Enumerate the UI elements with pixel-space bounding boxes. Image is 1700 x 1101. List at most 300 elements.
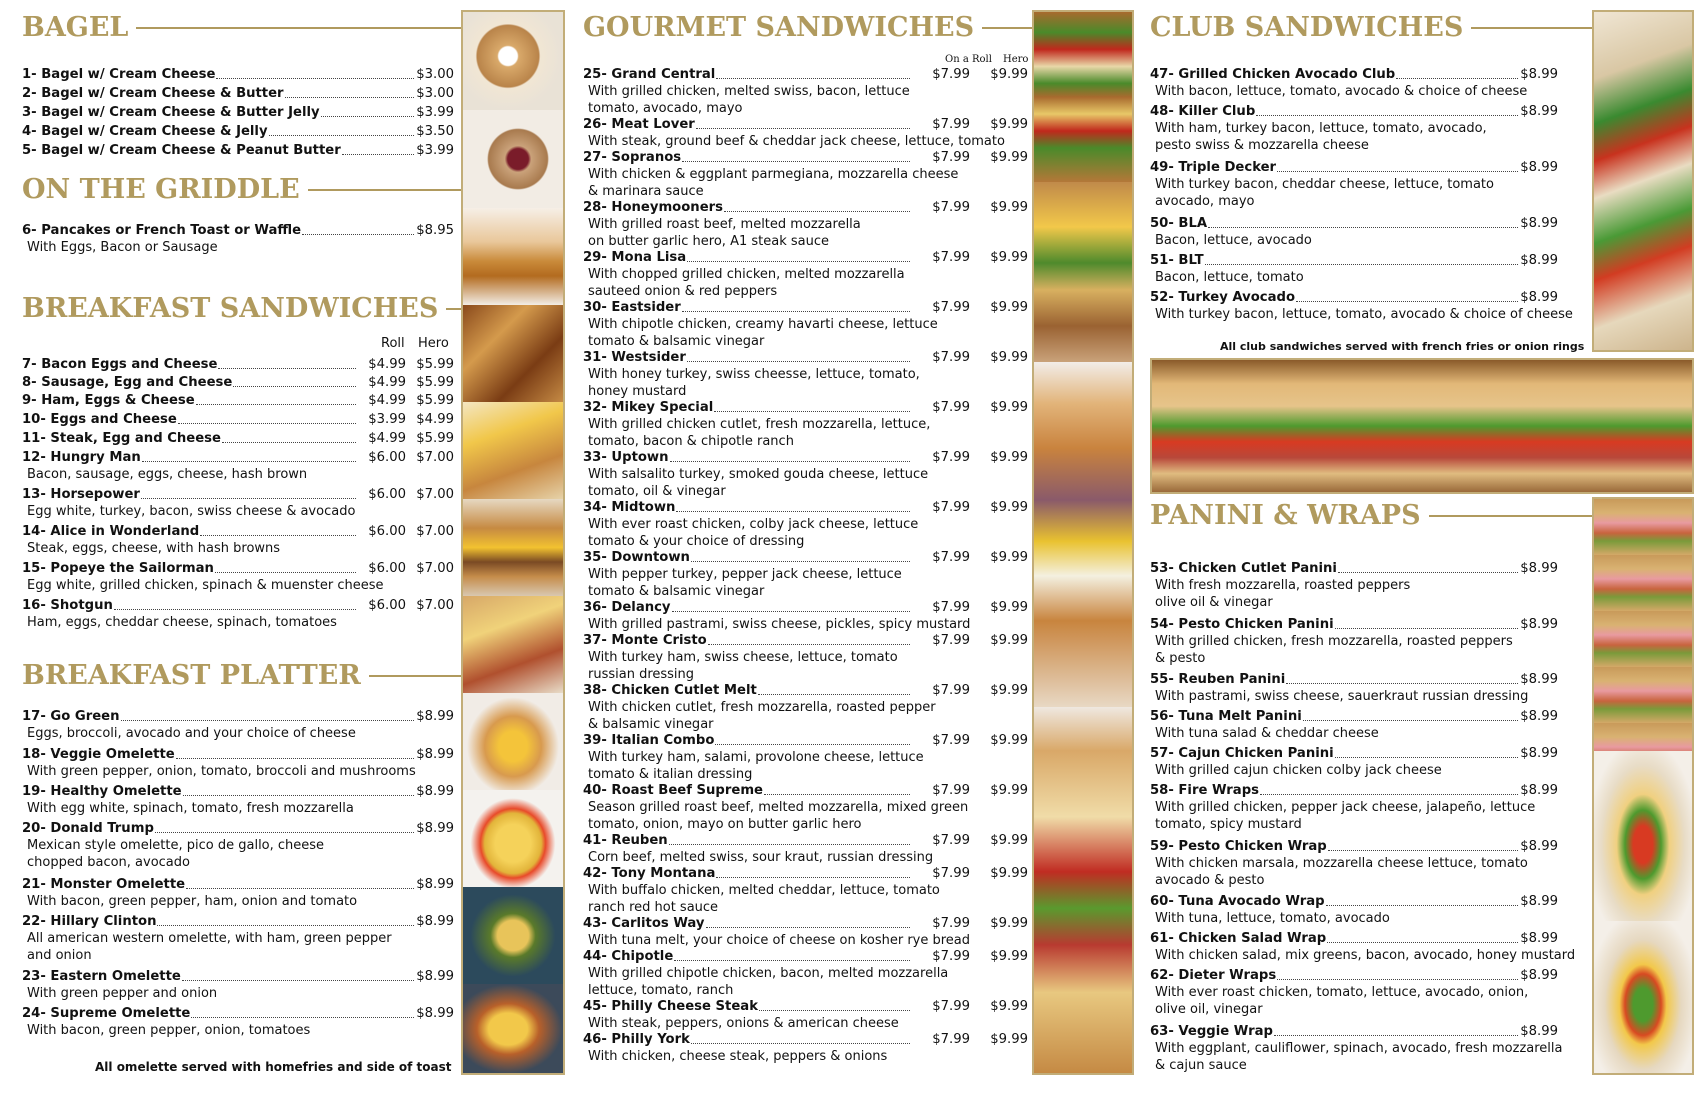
menu-item-row xyxy=(22,1005,454,1022)
menu-item xyxy=(22,1005,454,1039)
item-price-hero: $7.00 xyxy=(416,524,454,539)
menu-item xyxy=(22,66,454,83)
item-price-roll: $7.99 xyxy=(932,350,970,365)
menu-item xyxy=(583,732,1028,783)
item-name: 1- Bagel w/ Cream Cheese xyxy=(22,67,216,82)
menu-item xyxy=(1150,930,1576,964)
item-price-hero: $7.00 xyxy=(416,561,454,576)
menu-item-row xyxy=(22,66,454,83)
bs-col-roll: Roll xyxy=(381,336,405,351)
item-name: 55- Reuben Panini xyxy=(1150,672,1286,687)
leader-dots xyxy=(1338,572,1518,573)
menu-item-row xyxy=(22,746,454,763)
omelette-note: All omelette served with homefries and side of toast xyxy=(95,1060,452,1074)
leader-dots xyxy=(1296,301,1518,302)
item-name: 54- Pesto Chicken Panini xyxy=(1150,617,1334,632)
item-name: 43- Carlitos Way xyxy=(583,916,705,931)
leader-dots xyxy=(682,311,910,312)
item-description: With salsalito turkey, smoked gouda cheese, lettuce xyxy=(588,467,929,482)
item-description: With turkey ham, salami, provolone cheese, lettuce xyxy=(588,750,924,765)
menu-item xyxy=(583,199,1028,250)
menu-item xyxy=(1150,671,1558,705)
french-toast-photo xyxy=(463,305,563,402)
item-price: $3.99 xyxy=(416,105,454,120)
menu-item xyxy=(1150,838,1558,889)
item-description: Mexican style omelette, pico de gallo, cheese xyxy=(27,838,325,853)
western-omelette-photo xyxy=(463,984,563,1074)
item-name: 62- Dieter Wraps xyxy=(1150,968,1277,983)
leader-dots xyxy=(191,1017,414,1018)
item-price: $3.99 xyxy=(416,143,454,158)
leader-dots xyxy=(672,611,910,612)
menu-item xyxy=(1150,782,1558,833)
item-price-roll: $7.99 xyxy=(932,450,970,465)
item-name: 50- BLA xyxy=(1150,216,1208,231)
item-price-roll: $6.00 xyxy=(368,524,406,539)
menu-item xyxy=(583,116,1028,150)
item-price-hero: $4.99 xyxy=(416,412,454,427)
item-description: With grilled roast beef, melted mozzarella xyxy=(588,217,861,232)
leader-dots xyxy=(714,411,910,412)
item-description-2: tomato & italian dressing xyxy=(588,767,753,782)
menu-item-row xyxy=(22,449,454,466)
item-price-hero: $9.99 xyxy=(990,916,1028,931)
item-description-2: tomato, onion, mayo on butter garlic hero xyxy=(588,817,862,832)
item-description: With green pepper, onion, tomato, broccoli and mushrooms xyxy=(27,764,416,779)
leader-dots xyxy=(1205,264,1519,265)
leader-dots xyxy=(302,234,414,235)
leader-dots xyxy=(342,154,414,155)
item-price-roll: $7.99 xyxy=(932,400,970,415)
menu-item-row xyxy=(22,85,454,102)
leader-dots xyxy=(182,980,414,981)
item-price-roll: $3.99 xyxy=(368,412,406,427)
item-price-hero: $7.00 xyxy=(416,598,454,613)
menu-item-row xyxy=(22,783,454,800)
bacon-egg-hero-photo xyxy=(463,596,563,693)
item-price-roll: $7.99 xyxy=(932,683,970,698)
item-description: With steak, ground beef & cheddar jack cheese, lettuce, tomato xyxy=(588,134,1005,149)
item-price-roll: $7.99 xyxy=(932,783,970,798)
item-description: With chicken, cheese steak, peppers & onions xyxy=(588,1049,888,1064)
item-description-2: tomato & balsamic vinegar xyxy=(588,334,765,349)
breakfast-photo-strip xyxy=(461,10,565,1075)
item-description: Bacon, lettuce, tomato xyxy=(1155,270,1304,285)
menu-item xyxy=(1150,708,1558,742)
leader-dots xyxy=(691,1043,910,1044)
item-name: 15- Popeye the Sailorman xyxy=(22,561,214,576)
menu-item-row xyxy=(22,597,454,614)
item-price-roll: $7.99 xyxy=(932,1032,970,1047)
leader-dots xyxy=(1277,171,1518,172)
menu-item-row xyxy=(1150,930,1558,947)
item-price-hero: $5.99 xyxy=(416,393,454,408)
menu-item xyxy=(22,392,454,409)
menu-item-row xyxy=(583,732,1028,749)
item-price-hero: $9.99 xyxy=(990,1032,1028,1047)
item-name: 18- Veggie Omelette xyxy=(22,747,175,762)
leader-dots xyxy=(218,368,356,369)
menu-item-row xyxy=(583,832,1028,849)
item-name: 12- Hungry Man xyxy=(22,450,141,465)
item-price-hero: $9.99 xyxy=(990,999,1028,1014)
egg-bun-photo xyxy=(463,693,563,790)
menu-item-row xyxy=(583,66,1028,83)
item-price-hero: $9.99 xyxy=(990,600,1028,615)
item-description: Egg white, turkey, bacon, swiss cheese & avocado xyxy=(27,504,356,519)
item-name: 6- Pancakes or French Toast or Waffle xyxy=(22,223,302,238)
menu-item xyxy=(583,66,1028,117)
item-description: With grilled chicken cutlet, fresh mozzarella, lettuce, xyxy=(588,417,931,432)
breakfast-sandwich-photo xyxy=(463,402,563,499)
breakfast-platter-title: BREAKFAST PLATTER xyxy=(22,660,509,691)
leader-dots xyxy=(285,97,415,98)
item-price: $8.99 xyxy=(1520,1024,1558,1039)
spinach-omelette-photo xyxy=(463,887,563,984)
menu-item-row xyxy=(583,249,1028,266)
item-price-roll: $7.99 xyxy=(932,150,970,165)
item-price-roll: $4.99 xyxy=(368,357,406,372)
item-description: Eggs, broccoli, avocado and your choice of cheese xyxy=(27,726,356,741)
item-description-2: & pesto xyxy=(1155,651,1206,666)
item-description-2: & balsamic vinegar xyxy=(588,717,714,732)
item-price: $8.99 xyxy=(416,969,454,984)
item-name: 32- Mikey Special xyxy=(583,400,714,415)
item-price-hero: $7.00 xyxy=(416,487,454,502)
egg-burger-photo xyxy=(463,499,563,596)
leader-dots xyxy=(178,423,356,424)
item-description: With chicken marsala, mozzarella cheese lettuce, tomato xyxy=(1155,856,1528,871)
leader-dots xyxy=(708,644,910,645)
item-price: $3.00 xyxy=(416,86,454,101)
item-price-hero: $5.99 xyxy=(416,431,454,446)
item-description: With ham, turkey bacon, lettuce, tomato, avocado, xyxy=(1155,121,1487,136)
menu-item xyxy=(22,708,454,742)
item-price-hero: $9.99 xyxy=(990,200,1028,215)
veggie-wrap-photo xyxy=(1594,921,1692,1073)
item-price: $8.99 xyxy=(416,821,454,836)
menu-item-row xyxy=(22,968,454,985)
item-price: $8.99 xyxy=(1520,561,1558,576)
menu-item-row xyxy=(1150,782,1558,799)
item-price-hero: $9.99 xyxy=(990,833,1028,848)
item-price-roll: $4.99 xyxy=(368,431,406,446)
item-price-roll: $6.00 xyxy=(368,598,406,613)
menu-item xyxy=(583,499,1028,550)
menu-item xyxy=(22,104,454,121)
leader-dots xyxy=(669,844,910,845)
item-description-2: tomato, bacon & chipotle ranch xyxy=(588,434,794,449)
item-description: Bacon, lettuce, avocado xyxy=(1155,233,1312,248)
item-description: With tuna, lettuce, tomato, avocado xyxy=(1155,911,1390,926)
item-description: With ever roast chicken, tomato, lettuce, avocado, onion, xyxy=(1155,985,1529,1000)
item-price-roll: $7.99 xyxy=(932,733,970,748)
item-description-2: avocado, mayo xyxy=(1155,194,1255,209)
item-name: 56- Tuna Melt Panini xyxy=(1150,709,1302,724)
item-name: 37- Monte Cristo xyxy=(583,633,707,648)
leader-dots xyxy=(674,960,910,961)
item-name: 13- Horsepower xyxy=(22,487,140,502)
item-description-2: olive oil & vinegar xyxy=(1155,595,1273,610)
item-description-2: and onion xyxy=(27,948,92,963)
burger-photo xyxy=(1034,182,1132,362)
menu-item-row xyxy=(583,499,1028,516)
item-price-hero: $5.99 xyxy=(416,375,454,390)
menu-item xyxy=(1150,560,1558,611)
item-name: 33- Uptown xyxy=(583,450,669,465)
menu-item xyxy=(22,783,454,817)
item-description: With chipotle chicken, creamy havarti cheese, lettuce xyxy=(588,317,938,332)
menu-item-row xyxy=(583,998,1028,1015)
item-name: 40- Roast Beef Supreme xyxy=(583,783,764,798)
item-name: 23- Eastern Omelette xyxy=(22,969,181,984)
gourmet-photo-strip xyxy=(1032,10,1134,1075)
item-name: 45- Philly Cheese Steak xyxy=(583,999,758,1014)
item-name: 27- Sopranos xyxy=(583,150,682,165)
menu-item-row xyxy=(1150,215,1558,232)
menu-item-row xyxy=(22,374,454,391)
item-price-hero: $9.99 xyxy=(990,500,1028,515)
menu-item xyxy=(583,948,1028,999)
menu-item-row xyxy=(583,682,1028,699)
menu-item-row xyxy=(583,865,1028,882)
leader-dots xyxy=(1286,683,1518,684)
item-description: All american western omelette, with ham, green pepper xyxy=(27,931,392,946)
leader-dots xyxy=(670,461,911,462)
item-price: $8.95 xyxy=(416,223,454,238)
menu-item xyxy=(583,349,1028,400)
item-description: With bacon, lettuce, tomato, avocado & choice of cheese xyxy=(1155,84,1528,99)
item-description-2: tomato, spicy mustard xyxy=(1155,817,1302,832)
menu-item-row xyxy=(583,1031,1028,1048)
item-description: Bacon, sausage, eggs, cheese, hash brown xyxy=(27,467,308,482)
griddle-title: ON THE GRIDDLE xyxy=(22,174,503,205)
menu-item-row xyxy=(22,356,454,373)
item-description-2: tomato, oil & vinegar xyxy=(588,484,726,499)
menu-item xyxy=(1150,289,1573,323)
omelette-photo xyxy=(463,790,563,887)
menu-item xyxy=(1150,745,1558,779)
item-name: 51- BLT xyxy=(1150,253,1204,268)
item-description-2: ranch red hot sauce xyxy=(588,900,719,915)
menu-item-row xyxy=(1150,103,1558,120)
club-photo xyxy=(1592,10,1694,352)
leader-dots xyxy=(682,161,910,162)
item-price-hero: $9.99 xyxy=(990,683,1028,698)
menu-item-row xyxy=(1150,289,1558,306)
menu-item xyxy=(583,1031,1028,1065)
item-description: With honey turkey, swiss cheesse, lettuce, tomato, xyxy=(588,367,920,382)
leader-dots xyxy=(114,609,356,610)
item-description: With turkey bacon, lettuce, tomato, avocado & choice of cheese xyxy=(1155,307,1573,322)
menu-item-row xyxy=(583,449,1028,466)
leader-dots xyxy=(141,498,356,499)
item-price-hero: $9.99 xyxy=(990,633,1028,648)
leader-dots xyxy=(759,1010,910,1011)
item-description-2: & marinara sauce xyxy=(588,184,704,199)
item-description-2: olive oil, vinegar xyxy=(1155,1002,1263,1017)
menu-item xyxy=(22,746,454,780)
leader-dots xyxy=(1260,794,1518,795)
item-description: With tuna salad & cheddar cheese xyxy=(1155,726,1379,741)
panini-photo-strip xyxy=(1592,497,1694,1075)
club-title: CLUB SANDWICHES xyxy=(1150,12,1641,43)
item-price: $8.99 xyxy=(1520,931,1558,946)
item-description: With grilled chipotle chicken, bacon, melted mozzarella xyxy=(588,966,949,981)
item-description: With ever roast chicken, colby jack cheese, lettuce xyxy=(588,517,919,532)
menu-item xyxy=(583,865,1028,916)
item-description-2: tomato & your choice of dressing xyxy=(588,534,805,549)
item-name: 48- Killer Club xyxy=(1150,104,1256,119)
item-name: 26- Meat Lover xyxy=(583,117,695,132)
item-name: 47- Grilled Chicken Avocado Club xyxy=(1150,67,1396,82)
menu-item-row xyxy=(1150,708,1558,725)
pancakes-photo xyxy=(463,208,563,305)
menu-item-row xyxy=(583,599,1028,616)
sandwich-banner-photo xyxy=(1150,358,1694,494)
item-description: Steak, eggs, cheese, with hash browns xyxy=(27,541,281,556)
menu-item xyxy=(583,299,1028,350)
bagel-photo xyxy=(463,12,563,110)
item-price-roll: $7.99 xyxy=(932,833,970,848)
menu-item xyxy=(22,597,454,631)
item-price: $8.99 xyxy=(416,784,454,799)
leader-dots xyxy=(1274,1035,1518,1036)
item-name: 49- Triple Decker xyxy=(1150,160,1277,175)
menu-item-row xyxy=(22,104,454,121)
item-name: 10- Eggs and Cheese xyxy=(22,412,177,427)
menu-item xyxy=(583,549,1028,600)
gourmet-title: GOURMET SANDWICHES xyxy=(583,12,1094,43)
item-description: With buffalo chicken, melted cheddar, lettuce, tomato xyxy=(588,883,940,898)
item-name: 9- Ham, Eggs & Cheese xyxy=(22,393,195,408)
menu-item-row xyxy=(22,876,454,893)
menu-item xyxy=(1150,616,1558,667)
leader-dots xyxy=(1303,720,1518,721)
item-description: With egg white, spinach, tomato, fresh mozzarella xyxy=(27,801,354,816)
menu-item xyxy=(22,913,454,964)
item-price-hero: $9.99 xyxy=(990,450,1028,465)
menu-item-row xyxy=(1150,671,1558,688)
menu-item-row xyxy=(1150,893,1558,910)
item-name: 57- Cajun Chicken Panini xyxy=(1150,746,1334,761)
leader-dots xyxy=(1256,115,1518,116)
menu-item-row xyxy=(583,399,1028,416)
leader-dots xyxy=(691,561,910,562)
item-name: 46- Philly York xyxy=(583,1032,690,1047)
item-description-2: tomato, avocado, mayo xyxy=(588,101,743,116)
leader-dots xyxy=(121,720,415,721)
item-name: 7- Bacon Eggs and Cheese xyxy=(22,357,218,372)
menu-item xyxy=(1150,103,1558,154)
item-name: 31- Westsider xyxy=(583,350,686,365)
item-price-roll: $6.00 xyxy=(368,487,406,502)
leader-dots xyxy=(176,758,415,759)
item-name: 36- Delancy xyxy=(583,600,671,615)
menu-item-row xyxy=(1150,66,1558,83)
leader-dots xyxy=(1277,979,1518,980)
leader-dots xyxy=(1327,942,1518,943)
menu-item-row xyxy=(22,222,454,239)
menu-item xyxy=(1150,252,1558,286)
leader-dots xyxy=(1326,905,1519,906)
item-description: Egg white, grilled chicken, spinach & muenster cheese xyxy=(27,578,384,593)
menu-item xyxy=(22,560,454,594)
item-name: 25- Grand Central xyxy=(583,67,716,82)
item-description: With green pepper and onion xyxy=(27,986,218,1001)
item-description-2: lettuce, tomato, ranch xyxy=(588,983,734,998)
leader-dots xyxy=(715,744,910,745)
menu-item-row xyxy=(22,123,454,140)
item-description: With steak, peppers, onions & american cheese xyxy=(588,1016,899,1031)
menu-item-row xyxy=(583,299,1028,316)
item-name: 39- Italian Combo xyxy=(583,733,715,748)
leader-dots xyxy=(1335,628,1519,629)
item-name: 53- Chicken Cutlet Panini xyxy=(1150,561,1337,576)
item-price-roll: $7.99 xyxy=(932,250,970,265)
item-price: $3.00 xyxy=(416,67,454,82)
item-description: Corn beef, melted swiss, sour kraut, russian dressing xyxy=(588,850,934,865)
menu-item xyxy=(583,399,1028,450)
menu-item xyxy=(22,123,454,140)
menu-item-row xyxy=(583,349,1028,366)
menu-item-row xyxy=(22,523,454,540)
item-description: With grilled cajun chicken colby jack cheese xyxy=(1155,763,1442,778)
item-description: With chicken & eggplant parmegiana, mozzarella cheese xyxy=(588,167,959,182)
menu-item-row xyxy=(22,913,454,930)
item-description: With fresh mozzarella, roasted peppers xyxy=(1155,578,1411,593)
item-price-roll: $7.99 xyxy=(932,117,970,132)
item-description: With grilled chicken, melted swiss, bacon, lettuce xyxy=(588,84,910,99)
item-price-hero: $9.99 xyxy=(990,67,1028,82)
item-price: $8.99 xyxy=(1520,216,1558,231)
menu-item xyxy=(1150,159,1558,210)
item-description: With chicken cutlet, fresh mozzarella, roasted pepper xyxy=(588,700,936,715)
item-name: 38- Chicken Cutlet Melt xyxy=(583,683,757,698)
item-name: 61- Chicken Salad Wrap xyxy=(1150,931,1327,946)
item-name: 29- Mona Lisa xyxy=(583,250,687,265)
item-description: With eggplant, cauliflower, spinach, avocado, fresh mozzarella xyxy=(1155,1041,1563,1056)
item-description-2: avocado & pesto xyxy=(1155,873,1265,888)
bagel-jelly-photo xyxy=(463,110,563,208)
item-price-roll: $7.99 xyxy=(932,949,970,964)
item-price-roll: $7.99 xyxy=(932,999,970,1014)
menu-item-row xyxy=(22,486,454,503)
item-description: With bacon, green pepper, onion, tomatoes xyxy=(27,1023,311,1038)
leader-dots xyxy=(222,442,356,443)
item-price-hero: $9.99 xyxy=(990,250,1028,265)
bs-col-hero: Hero xyxy=(418,336,449,351)
item-name: 21- Monster Omelette xyxy=(22,877,186,892)
item-price-hero: $9.99 xyxy=(990,550,1028,565)
item-price-roll: $7.99 xyxy=(932,67,970,82)
menu-item xyxy=(1150,66,1558,100)
panini-title: PANINI & WRAPS xyxy=(1150,500,1644,531)
leader-dots xyxy=(183,795,415,796)
menu-item xyxy=(22,411,454,428)
leader-dots xyxy=(696,128,910,129)
item-name: 59- Pesto Chicken Wrap xyxy=(1150,839,1327,854)
menu-item-row xyxy=(583,149,1028,166)
club-stack-photo xyxy=(1034,12,1132,182)
item-description: With tuna melt, your choice of cheese on kosher rye bread xyxy=(588,933,971,948)
menu-item-row xyxy=(1150,967,1558,984)
hero-sandwich-photo xyxy=(1034,362,1132,707)
item-description: With grilled chicken, fresh mozzarella, roasted peppers xyxy=(1155,634,1513,649)
menu-item xyxy=(583,632,1028,683)
item-name: 2- Bagel w/ Cream Cheese & Butter xyxy=(22,86,284,101)
leader-dots xyxy=(142,461,356,462)
